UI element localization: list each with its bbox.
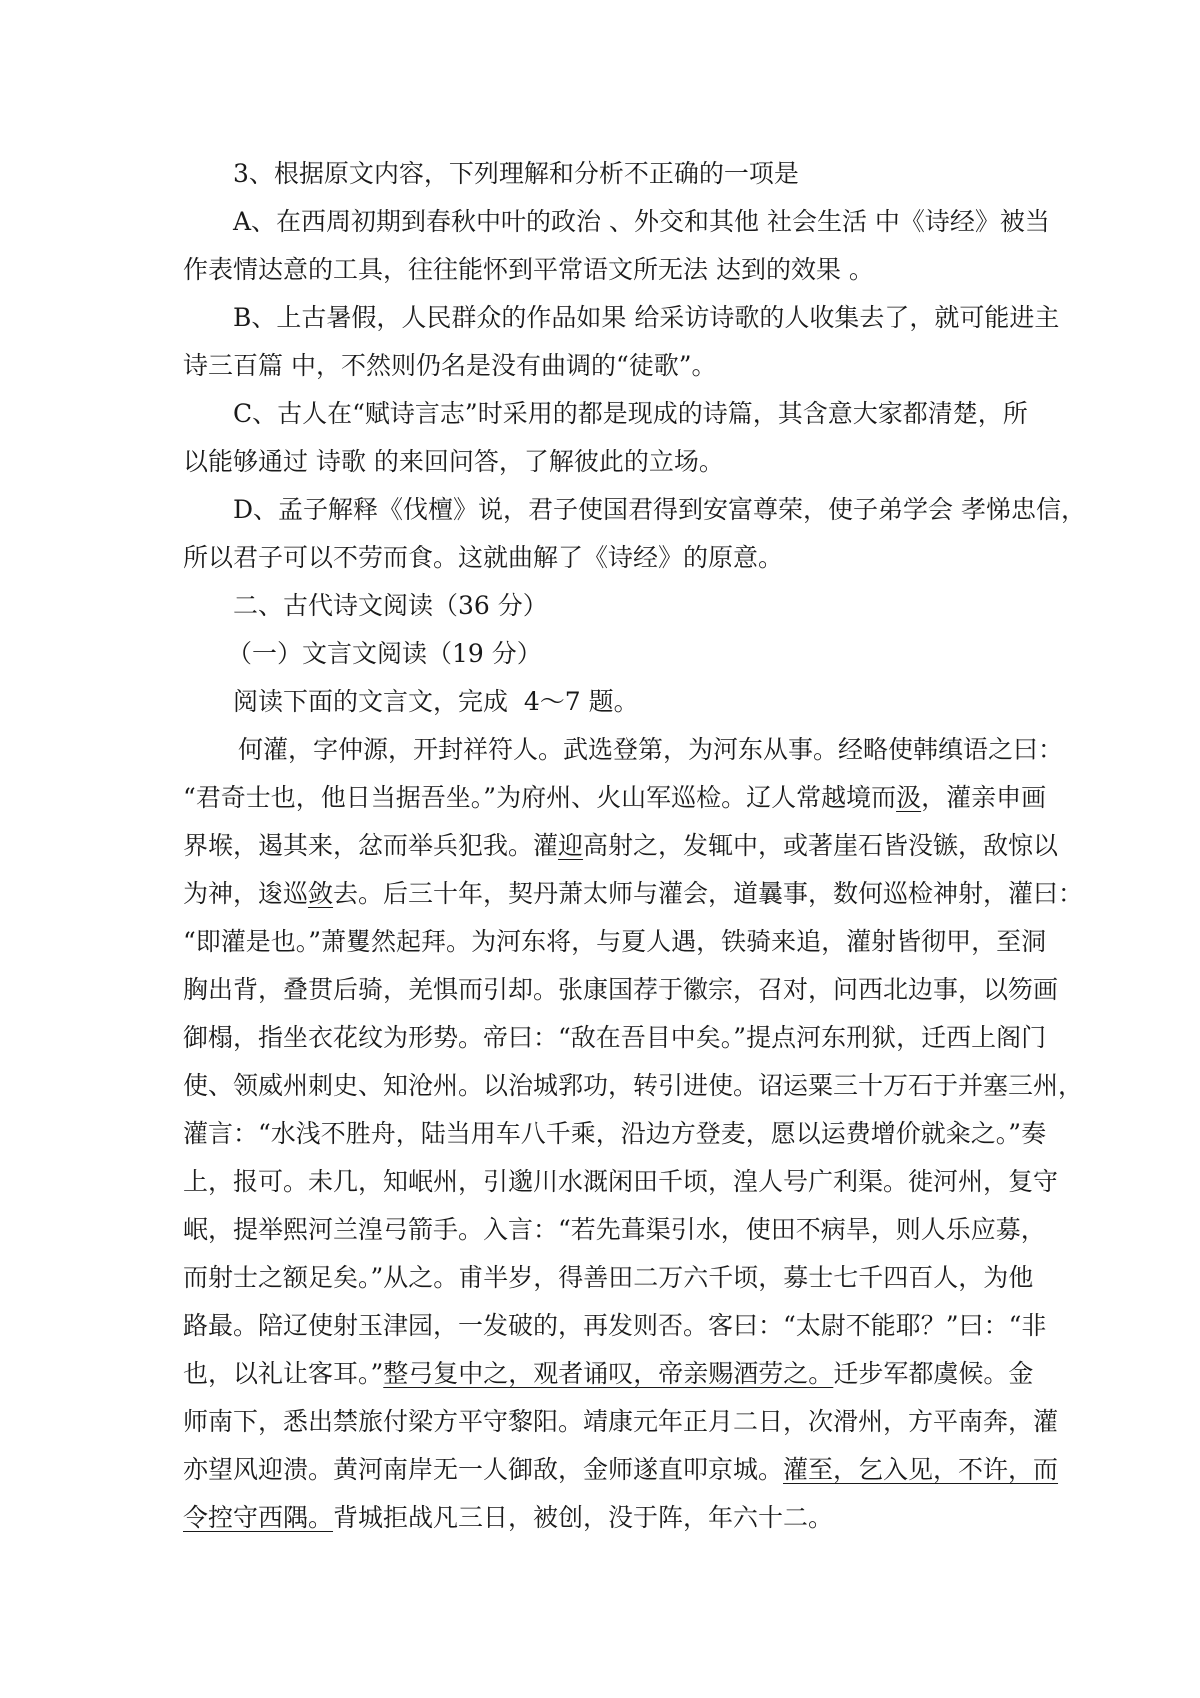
option-b-line-1: B、上古暑假，人民群众的作品如果 给采访诗歌的人收集去了，就可能进主 <box>233 303 1060 332</box>
passage-text: 亦望风迎溃。黄河南岸无一人御敌，金师遂直叩京城。 <box>183 1455 784 1484</box>
passage-line-14 <box>183 1350 1034 1398</box>
passage-text: 去。后三十年，契丹萧太师与灌会，道曩事，数何巡检神射，灌曰： <box>333 879 1084 908</box>
underlined-sentence: 灌至，乞入见，不许，而 <box>783 1455 1059 1484</box>
passage-line-8: 使、领威州刺史、知沧州。以治城郛功，转引进使。诏运粟三十万石于并塞三州， <box>183 1071 1084 1100</box>
passage-text: ，灌亲申画 <box>921 783 1047 812</box>
passage-text: 高射之，发辄中，或著崖石皆没镞，敌惊以 <box>583 831 1059 860</box>
passage-line-17 <box>183 1494 1023 1542</box>
underlined-sentence: 令控守西隅。 <box>183 1503 334 1532</box>
underlined-word: 汲 <box>896 783 922 812</box>
option-c-line-2: 以能够通过 诗歌 的来回问答，了解彼此的立场。 <box>183 447 724 476</box>
option-b-line-2: 诗三百篇 中，不然则仍名是没有曲调的“徒歌”。 <box>183 351 717 380</box>
reading-instruction: 阅读下面的文言文，完成 4～7 题。 <box>233 687 639 716</box>
passage-line-12: 而射士之额足矣。”从之。甫半岁，得善田二万六千顷，募士七千四百人，为他 <box>183 1263 1034 1292</box>
passage-line-9: 灌言：“水浅不胜舟，陆当用车八千乘，沿边方登麦，愿以运费增价就籴之。”奏 <box>183 1119 1047 1148</box>
passage-line-7: 御榻，指坐衣花纹为形势。帝曰：“敌在吾目中矣。”提点河东刑狱，迁西上阁门 <box>183 1023 1047 1052</box>
section-2-heading: 二、古代诗文阅读（36 分） <box>233 591 548 620</box>
passage-line-11: 岷，提举熙河兰湟弓箭手。入言：“若先葺渠引水，使田不病旱，则人乐应募， <box>183 1215 1046 1244</box>
passage-line-15: 师南下，悉出禁旅付梁方平守黎阳。靖康元年正月二日，次滑州，方平南奔，灌 <box>183 1407 1059 1436</box>
document-page <box>183 150 1086 1542</box>
passage-text: 界堠，遏其来，忿而举兵犯我。灌 <box>183 831 559 860</box>
subsection-heading: （一）文言文阅读（19 分） <box>227 639 542 668</box>
underlined-word: 迎 <box>558 831 584 860</box>
passage-text: 也，以礼让客耳。” <box>183 1359 384 1388</box>
option-d-line-2: 所以君子可以不劳而食。这就曲解了《诗经》的原意。 <box>183 543 784 572</box>
passage-line-1: 何灌，字仲源，开封祥符人。武选登第，为河东从事。经略使韩缜语之曰： <box>238 735 1064 764</box>
passage-line-13: 路最。陪辽使射玉津园，一发破的，再发则否。客曰：“太尉不能耶？”曰：“非 <box>183 1311 1047 1340</box>
option-a-line-1: A、在西周初期到春秋中叶的政治 、外交和其他 社会生活 中《诗经》被当 <box>233 207 1050 236</box>
underlined-sentence: 整弓复中之，观者诵叹，帝亲赐酒劳之。 <box>383 1359 834 1388</box>
passage-line-4 <box>183 870 1084 918</box>
passage-line-16 <box>183 1446 1059 1494</box>
passage-line-5: “即灌是也。”萧矍然起拜。为河东将，与夏人遇，铁骑来追，灌射皆彻甲，至洞 <box>183 927 1047 956</box>
option-a-line-2: 作表情达意的工具，往往能怀到平常语文所无法 达到的效果 。 <box>183 255 874 284</box>
question-3-stem: 3、根据原文内容，下列理解和分析不正确的一项是 <box>233 159 799 188</box>
passage-line-10: 上，报可。未几，知岷州，引邈川水溉闲田千顷，湟人号广利渠。徙河州，复守 <box>183 1167 1059 1196</box>
passage-text: 背城拒战凡三日，被创，没于阵，年六十二。 <box>333 1503 834 1532</box>
option-d-line-1: D、孟子解释《伐檀》说，君子使国君得到安富尊荣，使子弟学会 孝悌忠信， <box>233 495 1086 524</box>
passage-text: 迁步军都虞候。金 <box>833 1359 1034 1388</box>
passage-text: “君奇士也，他日当据吾坐。”为府州、火山军巡检。辽人常越境而 <box>183 783 897 812</box>
passage-line-6: 胸出背，叠贯后骑，羌惧而引却。张康国荐于徽宗，召对，问西北边事，以笏画 <box>183 975 1059 1004</box>
passage-line-3 <box>183 822 1059 870</box>
underlined-word: 敛 <box>308 879 334 908</box>
passage-text: 为神，逡巡 <box>183 879 309 908</box>
passage-line-2 <box>183 774 1047 822</box>
option-c-line-1: C、古人在“赋诗言志”时采用的都是现成的诗篇，其含意大家都清楚，所 <box>233 399 1028 428</box>
